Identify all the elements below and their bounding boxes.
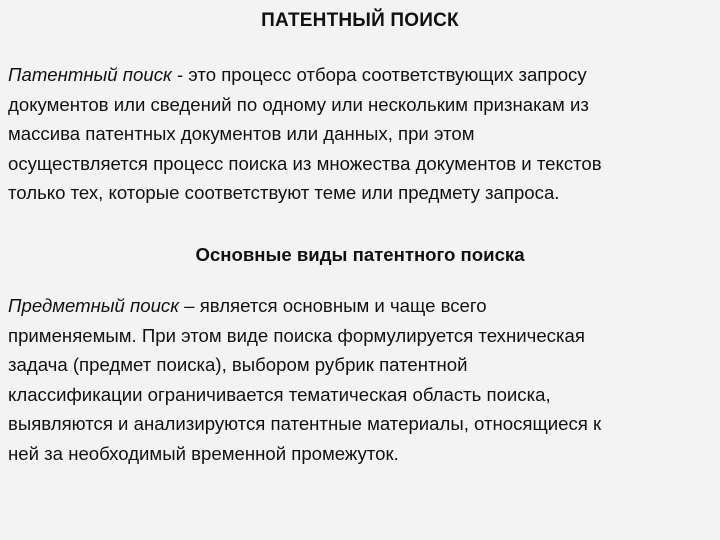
subject-search-line: ней за необходимый временной промежуток. [8, 442, 399, 464]
subject-search-line: задача (предмет поиска), выбором рубрик патентной [8, 354, 468, 375]
definition-text: - это процесс отбора соответствующих запросу [171, 64, 587, 85]
section-subtitle: Основные виды патентного поиска [195, 244, 525, 265]
subject-search-paragraph [8, 291, 716, 468]
definition-line: документов или сведений по одному или нескольким признакам из [8, 93, 589, 115]
subject-search-line: применяемым. При этом виде поиска формулируется техническая [8, 324, 585, 346]
definition-line: только тех, которые соответствуют теме или предмету запроса. [8, 182, 560, 203]
subject-search-term: Предметный поиск [8, 295, 180, 316]
definition-paragraph [8, 60, 716, 208]
definition-line [8, 60, 716, 90]
subject-search-line [8, 291, 716, 321]
subject-search-line: классификации ограничивается тематическая область поиска, [8, 383, 551, 405]
definition-line: осуществляется процесс поиска из множества документов и текстов [8, 152, 602, 174]
slide-title: ПАТЕНТНЫЙ ПОИСК [261, 10, 459, 31]
subject-search-text: – является основным и чаще всего [179, 295, 487, 316]
definition-line: массива патентных документов или данных, при этом [8, 123, 475, 144]
subject-search-line: выявляются и анализируются патентные материалы, относящиеся к [8, 413, 602, 434]
definition-term: Патентный поиск [8, 64, 172, 85]
